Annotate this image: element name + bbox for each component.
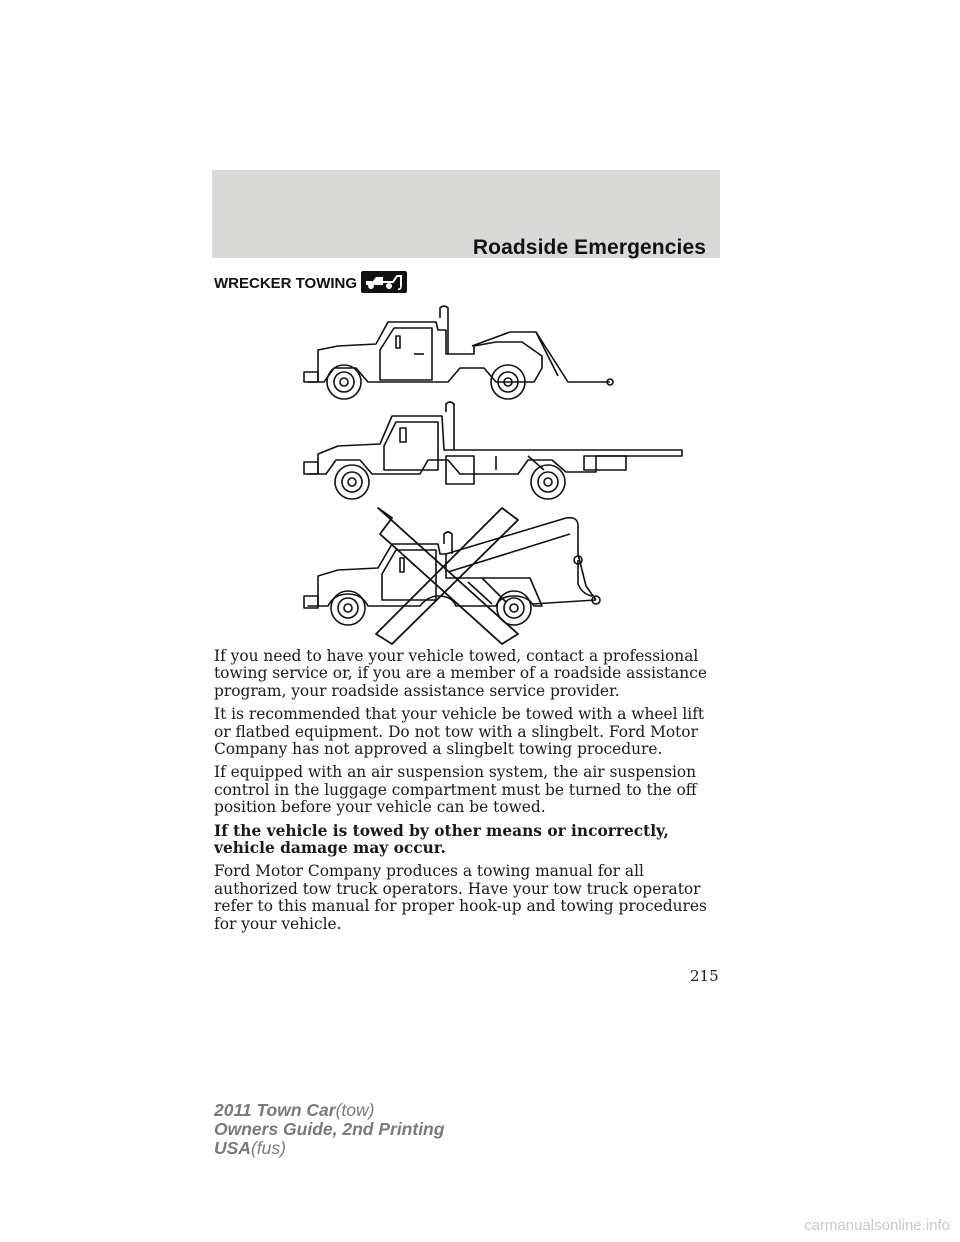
footer-market: USA (214, 1138, 251, 1158)
paragraph-towing-manual: Ford Motor Company produces a towing manual for all authorized tow truck operators. Have your tow truck operator refer to this manual for proper hook-up and towing procedures for your vehicle. (214, 862, 707, 933)
paragraph-contact-towing: If you need to have your vehicle towed, contact a professional towing service or, if you are a member of a roadside assistance program, your roadside assistance service provider. (214, 647, 707, 700)
footer-model: 2011 Town Car (214, 1100, 336, 1120)
footer-market-code: (fus) (250, 1138, 286, 1158)
slingbelt-tow-truck (304, 508, 600, 644)
flatbed-tow-truck (304, 402, 682, 499)
section-heading-text: WRECKER TOWING (214, 274, 358, 292)
paragraph-air-suspension: If equipped with an air suspension system, the air suspension control in the luggage compartment must be turned to the off position before your vehicle can be towed. (214, 763, 697, 817)
section-heading (214, 272, 407, 294)
footer (214, 1101, 444, 1158)
page-number: 215 (690, 967, 719, 985)
paragraph-recommended-equipment: It is recommended that your vehicle be towed with a wheel lift or flatbed equipment. Do not tow with a slingbelt. Ford Motor Company has not approved a slingbelt towing procedure. (214, 705, 705, 759)
paragraph-warning: If the vehicle is towed by other means or incorrectly, vehicle damage may occur. (214, 821, 669, 858)
footer-line-1 (214, 1101, 444, 1120)
footer-line-3 (214, 1139, 444, 1158)
body-content (214, 648, 724, 939)
prohibition-cross (376, 508, 518, 644)
towing-illustrations (296, 304, 696, 650)
footer-printing: Owners Guide, 2nd Printing (214, 1119, 445, 1139)
header-band (212, 170, 720, 258)
wheel-lift-tow-truck (304, 306, 613, 399)
footer-line-2 (214, 1120, 444, 1139)
section-title: Roadside Emergencies (472, 236, 706, 259)
tow-truck-icon (361, 271, 407, 293)
watermark: carmanualsonline.info (804, 1217, 950, 1234)
footer-model-code: (tow) (335, 1100, 375, 1120)
